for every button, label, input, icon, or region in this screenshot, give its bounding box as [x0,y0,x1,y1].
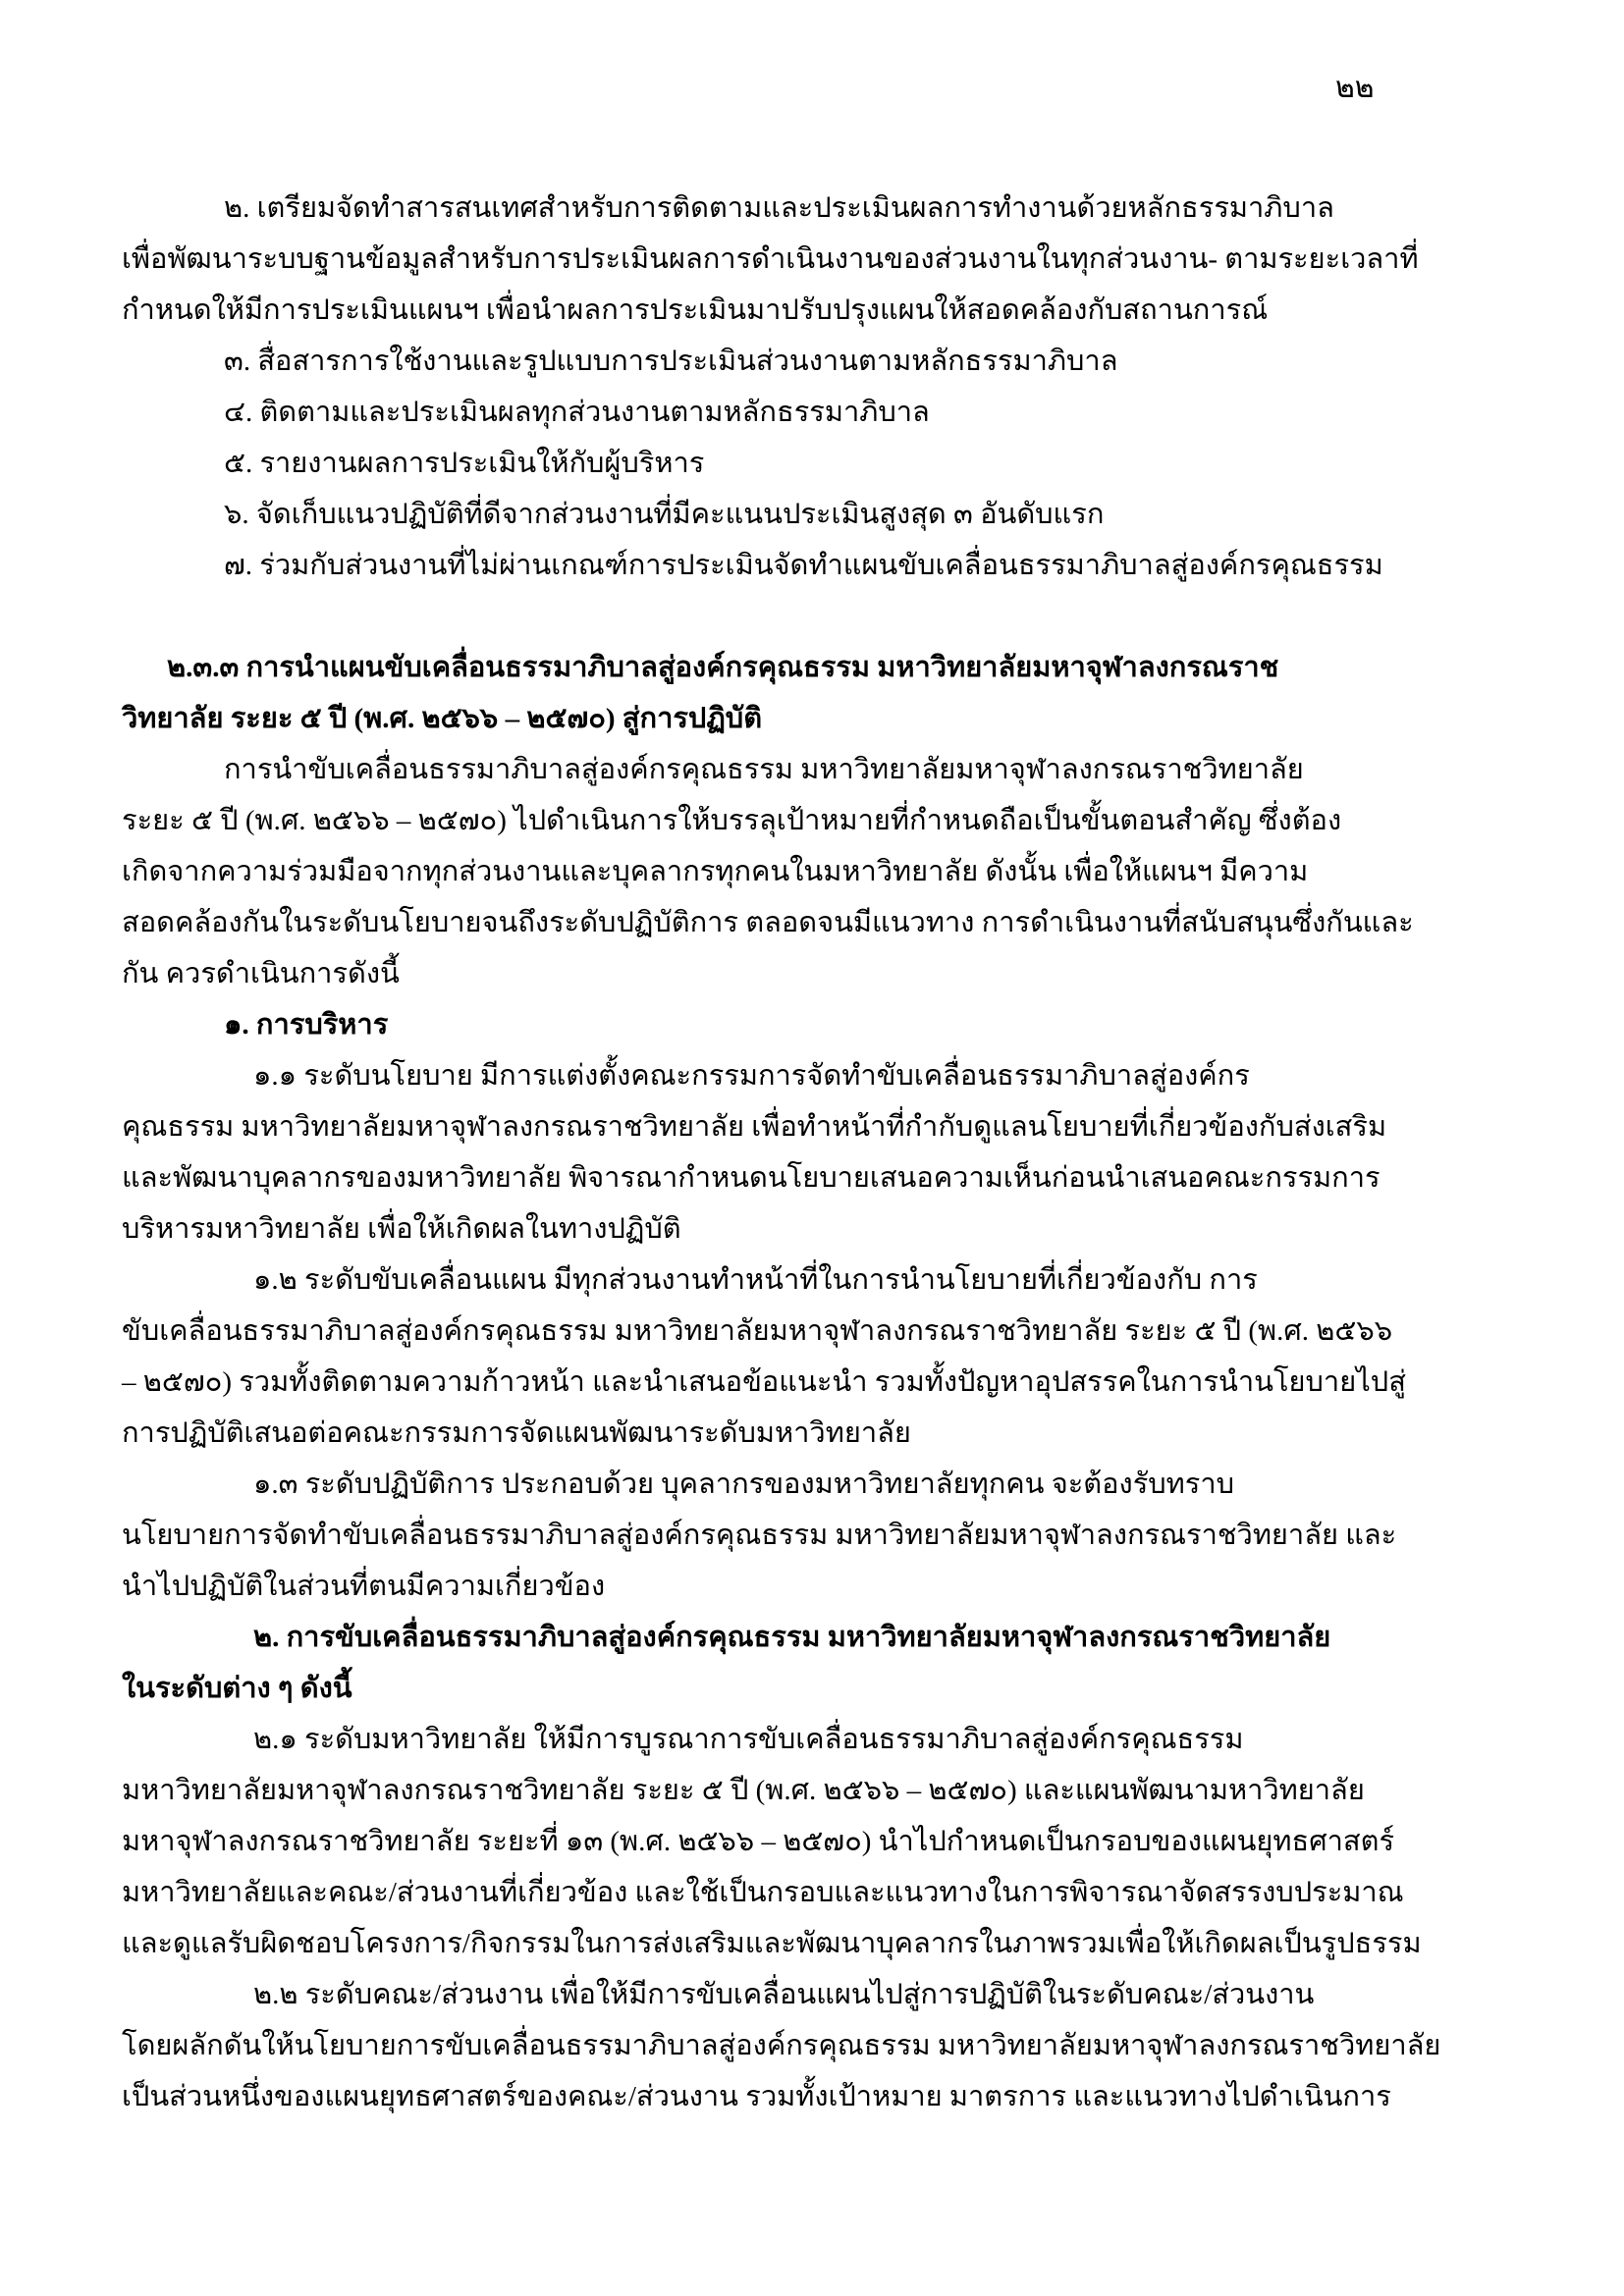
text-line: มหาจุฬาลงกรณราชวิทยาลัย ระยะที่ ๑๓ (พ.ศ. ๒๕๖๖ – ๒๕๗๐) นำไปกำหนดเป็นกรอบของแผนยุทธศาสตร์ [122,1826,1395,1857]
text-line: ๑.๒ ระดับขับเคลื่อนแผน มีทุกส่วนงานทำหน้าที่ในการนำนโยบายที่เกี่ยวข้องกับ การ [253,1264,1258,1296]
text-line: ๑. การบริหาร [224,1009,389,1041]
text-line: ๒.๒ ระดับคณะ/ส่วนงาน เพื่อให้มีการขับเคลื่อนแผนไปสู่การปฏิบัติในระดับคณะ/ส่วนงาน [253,1979,1315,2010]
text-line: การปฏิบัติเสนอต่อคณะกรรมการจัดแผนพัฒนาระดับมหาวิทยาลัย [122,1417,911,1449]
text-line: กัน ควรดำเนินการดังนี้ [122,958,400,989]
text-line: วิทยาลัย ระยะ ๕ ปี (พ.ศ. ๒๕๖๖ – ๒๕๗๐) สู่การปฏิบัติ [122,703,763,734]
text-line: ๗. ร่วมกับส่วนงานที่ไม่ผ่านเกณฑ์การประเมินจัดทำแผนขับเคลื่อนธรรมาภิบาลสู่องค์กรคุณธรรม [224,550,1383,581]
text-line: ๖. จัดเก็บแนวปฏิบัติที่ดีจากส่วนงานที่มีคะแนนประเมินสูงสุด ๓ อันดับแรก [224,499,1105,530]
text-line: – ๒๕๗๐) รวมทั้งติดตามความก้าวหน้า และนำเสนอข้อแนะนำ รวมทั้งปัญหาอุปสรรคในการนำนโยบายไปสู่ [122,1366,1406,1398]
text-line: และดูแลรับผิดชอบโครงการ/กิจกรรมในการส่งเสริมและพัฒนาบุคลากรในภาพรวมเพื่อให้เกิดผลเป็นรูปธรรม [122,1928,1422,1959]
text-line: ระยะ ๕ ปี (พ.ศ. ๒๕๖๖ – ๒๕๗๐) ไปดำเนินการให้บรรลุเป้าหมายที่กำหนดถือเป็นขั้นตอนสำคัญ ซึ่งต้อง [122,805,1342,836]
text-line: คุณธรรม มหาวิทยาลัยมหาจุฬาลงกรณราชวิทยาลัย เพื่อทำหน้าที่กำกับดูแลนโยบายที่เกี่ยวข้องกับส่งเสริม [122,1111,1387,1143]
text-line: และพัฒนาบุคลากรของมหาวิทยาลัย พิจารณากำหนดนโยบายเสนอความเห็นก่อนนำเสนอคณะกรรมการ [122,1162,1380,1194]
text-line: ขับเคลื่อนธรรมาภิบาลสู่องค์กรคุณธรรม มหาวิทยาลัยมหาจุฬาลงกรณราชวิทยาลัย ระยะ ๕ ปี (พ.ศ. ๒๕๖๖ [122,1315,1393,1347]
text-line: เกิดจากความร่วมมือจากทุกส่วนงานและบุคลากรทุกคนในมหาวิทยาลัย ดังนั้น เพื่อให้แผนฯ มีความ [122,856,1309,887]
text-line: นำไปปฏิบัติในส่วนที่ตนมีความเกี่ยวข้อง [122,1571,606,1602]
text-line: สอดคล้องกันในระดับนโยบายจนถึงระดับปฏิบัติการ ตลอดจนมีแนวทาง การดำเนินงานที่สนับสนุนซึ่งกันและ [122,907,1414,938]
text-line: ๕. รายงานผลการประเมินให้กับผู้บริหาร [224,448,705,479]
text-line: ๓. สื่อสารการใช้งานและรูปแบบการประเมินส่วนงานตามหลักธรรมาภิบาล [224,346,1118,377]
text-line: ๒.๓.๓ การนำแผนขับเคลื่อนธรรมาภิบาลสู่องค์กรคุณธรรม มหาวิทยาลัยมหาจุฬาลงกรณราช [167,652,1279,683]
text-line: ๒. เตรียมจัดทำสารสนเทศสำหรับการติดตามและประเมินผลการทำงานด้วยหลักธรรมาภิบาล [224,192,1334,224]
text-line: โดยผลักดันให้นโยบายการขับเคลื่อนธรรมาภิบาลสู่องค์กรคุณธรรม มหาวิทยาลัยมหาจุฬาลงกรณราชวิทยาลัย [122,2030,1441,2061]
text-line: มหาวิทยาลัยมหาจุฬาลงกรณราชวิทยาลัย ระยะ ๕ ปี (พ.ศ. ๒๕๖๖ – ๒๕๗๐) และแผนพัฒนามหาวิทยาลัย [122,1775,1365,1806]
page-number: ๒๒ [1335,72,1375,104]
text-line: มหาวิทยาลัยและคณะ/ส่วนงานที่เกี่ยวข้อง และใช้เป็นกรอบและแนวทางในการพิจารณาจัดสรรงบประมาณ [122,1877,1404,1908]
text-line: การนำขับเคลื่อนธรรมาภิบาลสู่องค์กรคุณธรรม มหาวิทยาลัยมหาจุฬาลงกรณราชวิทยาลัย [224,754,1304,785]
text-line: กำหนดให้มีการประเมินแผนฯ เพื่อนำผลการประเมินมาปรับปรุงแผนให้สอดคล้องกับสถานการณ์ [122,294,1269,326]
text-line: ๔. ติดตามและประเมินผลทุกส่วนงานตามหลักธรรมาภิบาล [224,397,930,428]
text-line: ๒.๑ ระดับมหาวิทยาลัย ให้มีการบูรณาการขับเคลื่อนธรรมาภิบาลสู่องค์กรคุณธรรม [253,1724,1244,1755]
text-line: นโยบายการจัดทำขับเคลื่อนธรรมาภิบาลสู่องค์กรคุณธรรม มหาวิทยาลัยมหาจุฬาลงกรณราชวิทยาลัย และ [122,1520,1397,1551]
blank-line [122,591,1565,642]
text-line: เพื่อพัฒนาระบบฐานข้อมูลสำหรับการประเมินผลการดำเนินงานของส่วนงานในทุกส่วนงาน- ตามระยะเวลาที่ [122,243,1419,275]
text-line: ๑.๓ ระดับปฏิบัติการ ประกอบด้วย บุคลากรของมหาวิทยาลัยทุกคน จะต้องรับทราบ [253,1468,1235,1500]
content [122,183,1565,2122]
text-line: บริหารมหาวิทยาลัย เพื่อให้เกิดผลในทางปฏิบัติ [122,1213,681,1245]
text-line: ในระดับต่าง ๆ ดังนี้ [122,1673,352,1704]
text-line: ๑.๑ ระดับนโยบาย มีการแต่งตั้งคณะกรรมการจัดทำขับเคลื่อนธรรมาภิบาลสู่องค์กร [253,1060,1250,1092]
text-line: ๒. การขับเคลื่อนธรรมาภิบาลสู่องค์กรคุณธรรม มหาวิทยาลัยมหาจุฬาลงกรณราชวิทยาลัย [253,1622,1331,1653]
text-line: เป็นส่วนหนึ่งของแผนยุทธศาสตร์ของคณะ/ส่วนงาน รวมทั้งเป้าหมาย มาตรการ และแนวทางไปดำเนินการ [122,2081,1391,2112]
